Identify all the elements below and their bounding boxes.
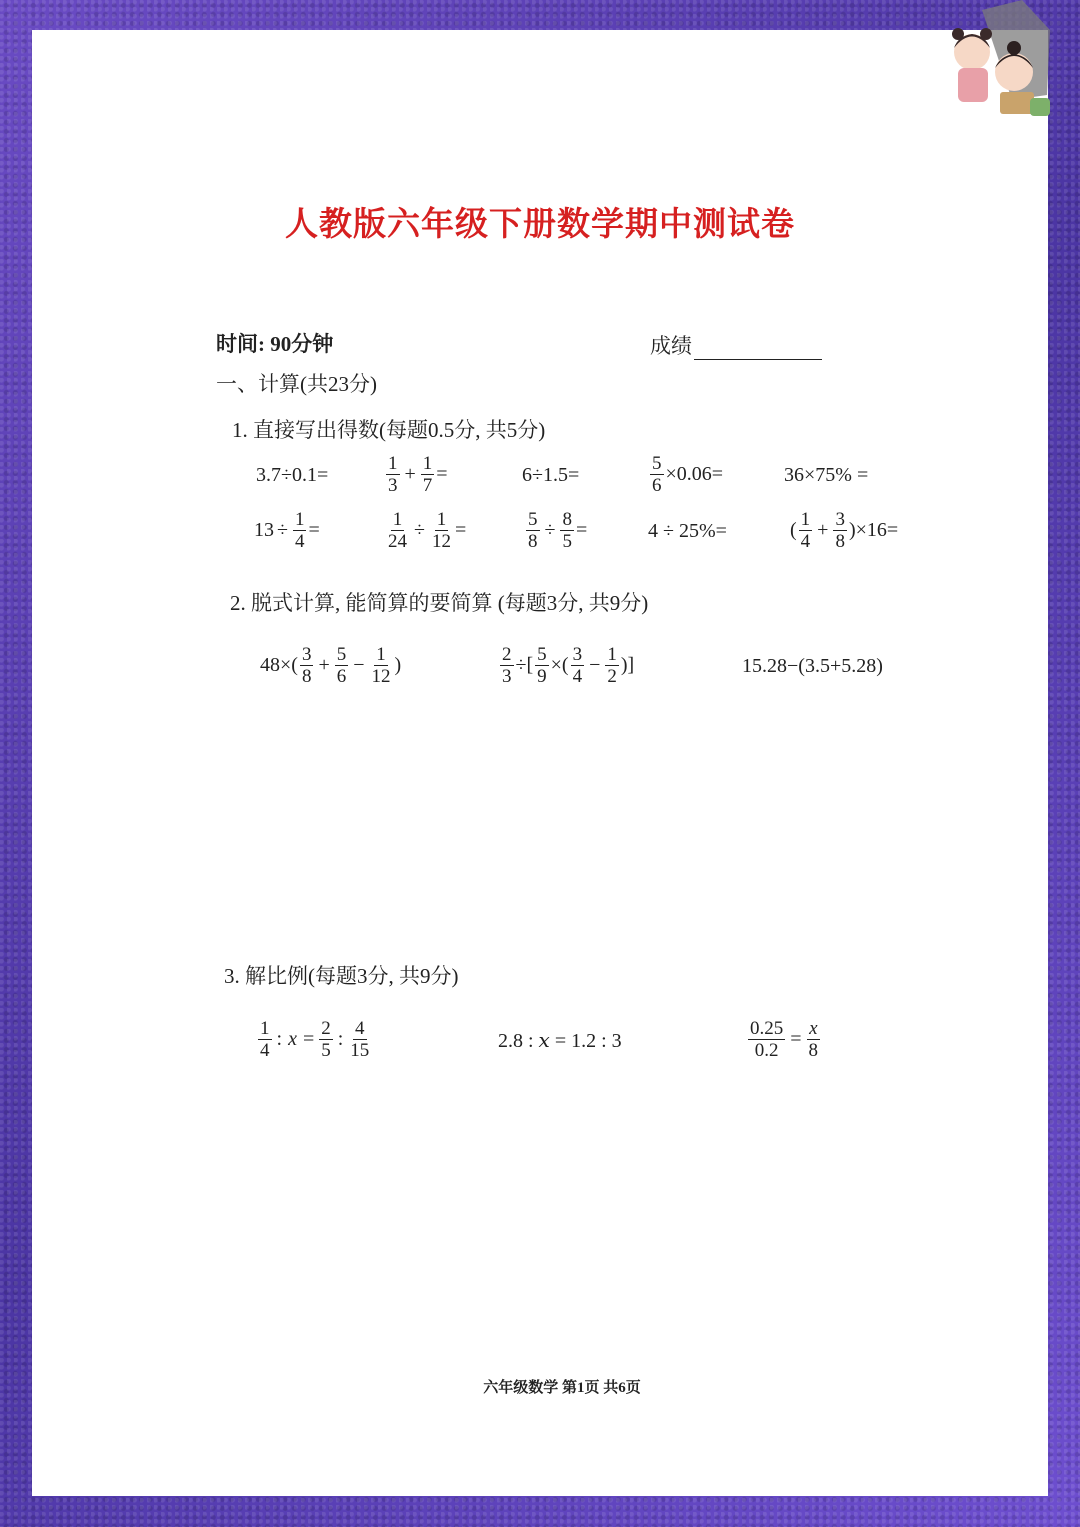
exam-sheet bbox=[32, 30, 1048, 1496]
problem-1-4: $\frac{5}{6}$ ×0.06= bbox=[652, 453, 724, 496]
problem-2-3: 15.28−(3.5+5.28) bbox=[742, 655, 883, 677]
problem-1-3: 6÷1.5= bbox=[522, 464, 580, 486]
problem-3-3: $\frac{0.25}{0.2}$ = $\frac{x}{8}$ bbox=[750, 1018, 819, 1061]
page-footer: 六年级数学 第1页 共6页 bbox=[483, 1380, 641, 1396]
question-2-heading: 2. 脱式计算, 能简算的要简算 (每题3分, 共9分) bbox=[230, 591, 649, 615]
score-blank-line[interactable] bbox=[694, 339, 822, 360]
score-label: 成绩 bbox=[650, 334, 692, 358]
problem-1-6: 13 ÷ $\frac{1}{4}$ = bbox=[254, 509, 320, 552]
exam-title: 人教版六年级下册数学期中测试卷 bbox=[285, 204, 795, 243]
reading-children-illustration bbox=[942, 0, 1052, 125]
score-field bbox=[650, 330, 822, 360]
problem-3-1: $\frac{1}{4}$ : x = $\frac{2}{5}$ : $\frac{4}{15}$ bbox=[260, 1018, 370, 1061]
problem-3-2: 2.8 : 𝑥 = 1.2 : 3 bbox=[498, 1030, 622, 1052]
problem-1-1: 3.7÷0.1= bbox=[256, 464, 329, 486]
time-limit: 时间: 90分钟 bbox=[216, 332, 334, 356]
problem-1-10: ( $\frac{1}{4}$ + $\frac{3}{8}$ )×16= bbox=[790, 509, 899, 552]
problem-1-7: $\frac{1}{24}$ ÷ $\frac{1}{12}$ = bbox=[388, 509, 467, 552]
section-heading: 一、计算(共23分) bbox=[216, 372, 377, 396]
question-1-heading: 1. 直接写出得数(每题0.5分, 共5分) bbox=[232, 418, 546, 442]
problem-1-8: $\frac{5}{8}$ ÷ $\frac{8}{5}$ = bbox=[528, 509, 588, 552]
problem-1-9: 4 ÷ 25%= bbox=[648, 520, 727, 542]
problem-1-2: $\frac{1}{3}$ + $\frac{1}{7}$ = bbox=[388, 453, 448, 496]
question-3-heading: 3. 解比例(每题3分, 共9分) bbox=[224, 964, 459, 988]
problem-2-2: $\frac{2}{3}$ ÷[ $\frac{5}{9}$ ×( $\frac{3}{4}$ − $\frac{1}{2}$ )] bbox=[502, 644, 635, 687]
problem-1-5: 36×75% = bbox=[784, 464, 869, 486]
problem-2-1: 48×( $\frac{3}{8}$ + $\frac{5}{6}$ − $\frac{1}{12}$ ) bbox=[260, 644, 402, 687]
